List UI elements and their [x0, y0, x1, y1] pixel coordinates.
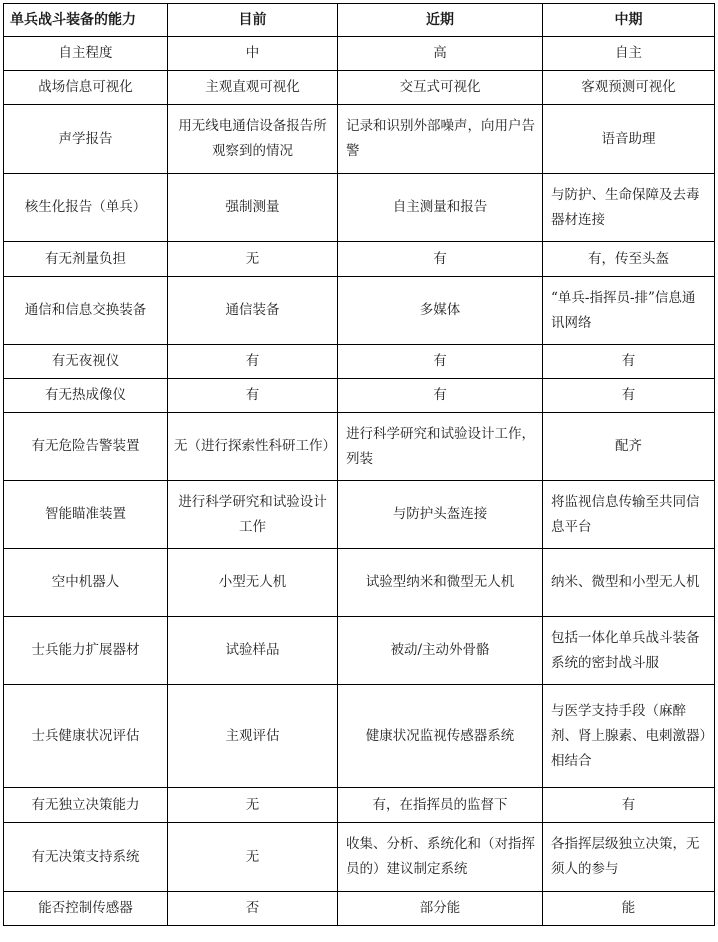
- cell-near-term: 多媒体: [338, 277, 543, 345]
- table-header-row: [4, 4, 715, 37]
- cell-current: 主观直观可视化: [168, 71, 338, 105]
- cell-capability: 能否控制传感器: [4, 892, 168, 926]
- cell-current: 小型无人机: [168, 549, 338, 617]
- cell-mid-term: 各指挥层级独立决策，无须人的参与: [543, 823, 715, 892]
- cell-mid-term: 纳米、微型和小型无人机: [543, 549, 715, 617]
- table-row: [4, 37, 715, 71]
- cell-near-term: 进行科学研究和试验设计工作，列装: [338, 413, 543, 481]
- cell-capability: 士兵健康状况评估: [4, 685, 168, 788]
- cell-near-term: 被动/主动外骨骼: [338, 617, 543, 685]
- table-row: [4, 788, 715, 823]
- cell-near-term: 收集、分析、系统化和（对指挥员的）建议制定系统: [338, 823, 543, 892]
- cell-near-term: 部分能: [338, 892, 543, 926]
- cell-mid-term: 将监视信息传输至共同信息平台: [543, 481, 715, 549]
- cell-capability: 有无热成像仪: [4, 379, 168, 413]
- cell-mid-term: 与防护、生命保障及去毒器材连接: [543, 174, 715, 242]
- table-row: [4, 892, 715, 926]
- cell-capability: 有无危险告警装置: [4, 413, 168, 481]
- cell-near-term: 自主测量和报告: [338, 174, 543, 242]
- cell-capability: 声学报告: [4, 105, 168, 174]
- table-row: [4, 413, 715, 481]
- cell-mid-term: 与医学支持手段（麻醉剂、肾上腺素、电刺激器）相结合: [543, 685, 715, 788]
- cell-near-term: 记录和识别外部噪声，向用户告警: [338, 105, 543, 174]
- cell-current: 中: [168, 37, 338, 71]
- header-near-term: 近期: [338, 4, 543, 37]
- cell-current: 用无线电通信设备报告所观察到的情况: [168, 105, 338, 174]
- cell-capability: 有无剂量负担: [4, 242, 168, 277]
- table-row: [4, 379, 715, 413]
- cell-capability: 有无决策支持系统: [4, 823, 168, 892]
- cell-capability: 战场信息可视化: [4, 71, 168, 105]
- cell-capability: 空中机器人: [4, 549, 168, 617]
- cell-mid-term: 有，传至头盔: [543, 242, 715, 277]
- cell-mid-term: 有: [543, 379, 715, 413]
- cell-current: 通信装备: [168, 277, 338, 345]
- table-row: [4, 174, 715, 242]
- cell-current: 无: [168, 788, 338, 823]
- table-row: [4, 549, 715, 617]
- cell-current: 无: [168, 823, 338, 892]
- cell-current: 否: [168, 892, 338, 926]
- cell-capability: 智能瞄准装置: [4, 481, 168, 549]
- table-row: [4, 71, 715, 105]
- header-capability: 单兵战斗装备的能力: [4, 4, 168, 37]
- cell-current: 进行科学研究和试验设计工作: [168, 481, 338, 549]
- cell-mid-term: 有: [543, 345, 715, 379]
- table-row: [4, 823, 715, 892]
- cell-current: 强制测量: [168, 174, 338, 242]
- cell-mid-term: 包括一体化单兵战斗装备系统的密封战斗服: [543, 617, 715, 685]
- cell-near-term: 有，在指挥员的监督下: [338, 788, 543, 823]
- cell-mid-term: 自主: [543, 37, 715, 71]
- header-current: 目前: [168, 4, 338, 37]
- table-row: [4, 277, 715, 345]
- cell-capability: 通信和信息交换装备: [4, 277, 168, 345]
- cell-current: 无（进行探索性科研工作）: [168, 413, 338, 481]
- cell-near-term: 有: [338, 345, 543, 379]
- cell-current: 试验样品: [168, 617, 338, 685]
- cell-mid-term: 能: [543, 892, 715, 926]
- cell-mid-term: 有: [543, 788, 715, 823]
- cell-current: 有: [168, 345, 338, 379]
- table-row: [4, 685, 715, 788]
- cell-mid-term: 语音助理: [543, 105, 715, 174]
- cell-capability: 有无独立决策能力: [4, 788, 168, 823]
- cell-near-term: 健康状况监视传感器系统: [338, 685, 543, 788]
- cell-capability: 自主程度: [4, 37, 168, 71]
- cell-near-term: 有: [338, 379, 543, 413]
- cell-mid-term: 配齐: [543, 413, 715, 481]
- capability-table: [3, 3, 715, 926]
- cell-current: 主观评估: [168, 685, 338, 788]
- table-row: [4, 481, 715, 549]
- cell-current: 无: [168, 242, 338, 277]
- cell-capability: 士兵能力扩展器材: [4, 617, 168, 685]
- table-row: [4, 105, 715, 174]
- cell-mid-term: 客观预测可视化: [543, 71, 715, 105]
- cell-near-term: 交互式可视化: [338, 71, 543, 105]
- cell-capability: 有无夜视仪: [4, 345, 168, 379]
- header-mid-term: 中期: [543, 4, 715, 37]
- cell-current: 有: [168, 379, 338, 413]
- cell-near-term: 高: [338, 37, 543, 71]
- table-row: [4, 242, 715, 277]
- cell-near-term: 有: [338, 242, 543, 277]
- cell-near-term: 与防护头盔连接: [338, 481, 543, 549]
- cell-near-term: 试验型纳米和微型无人机: [338, 549, 543, 617]
- table-row: [4, 345, 715, 379]
- table-row: [4, 617, 715, 685]
- cell-capability: 核生化报告（单兵）: [4, 174, 168, 242]
- cell-mid-term: “单兵-指挥员-排”信息通讯网络: [543, 277, 715, 345]
